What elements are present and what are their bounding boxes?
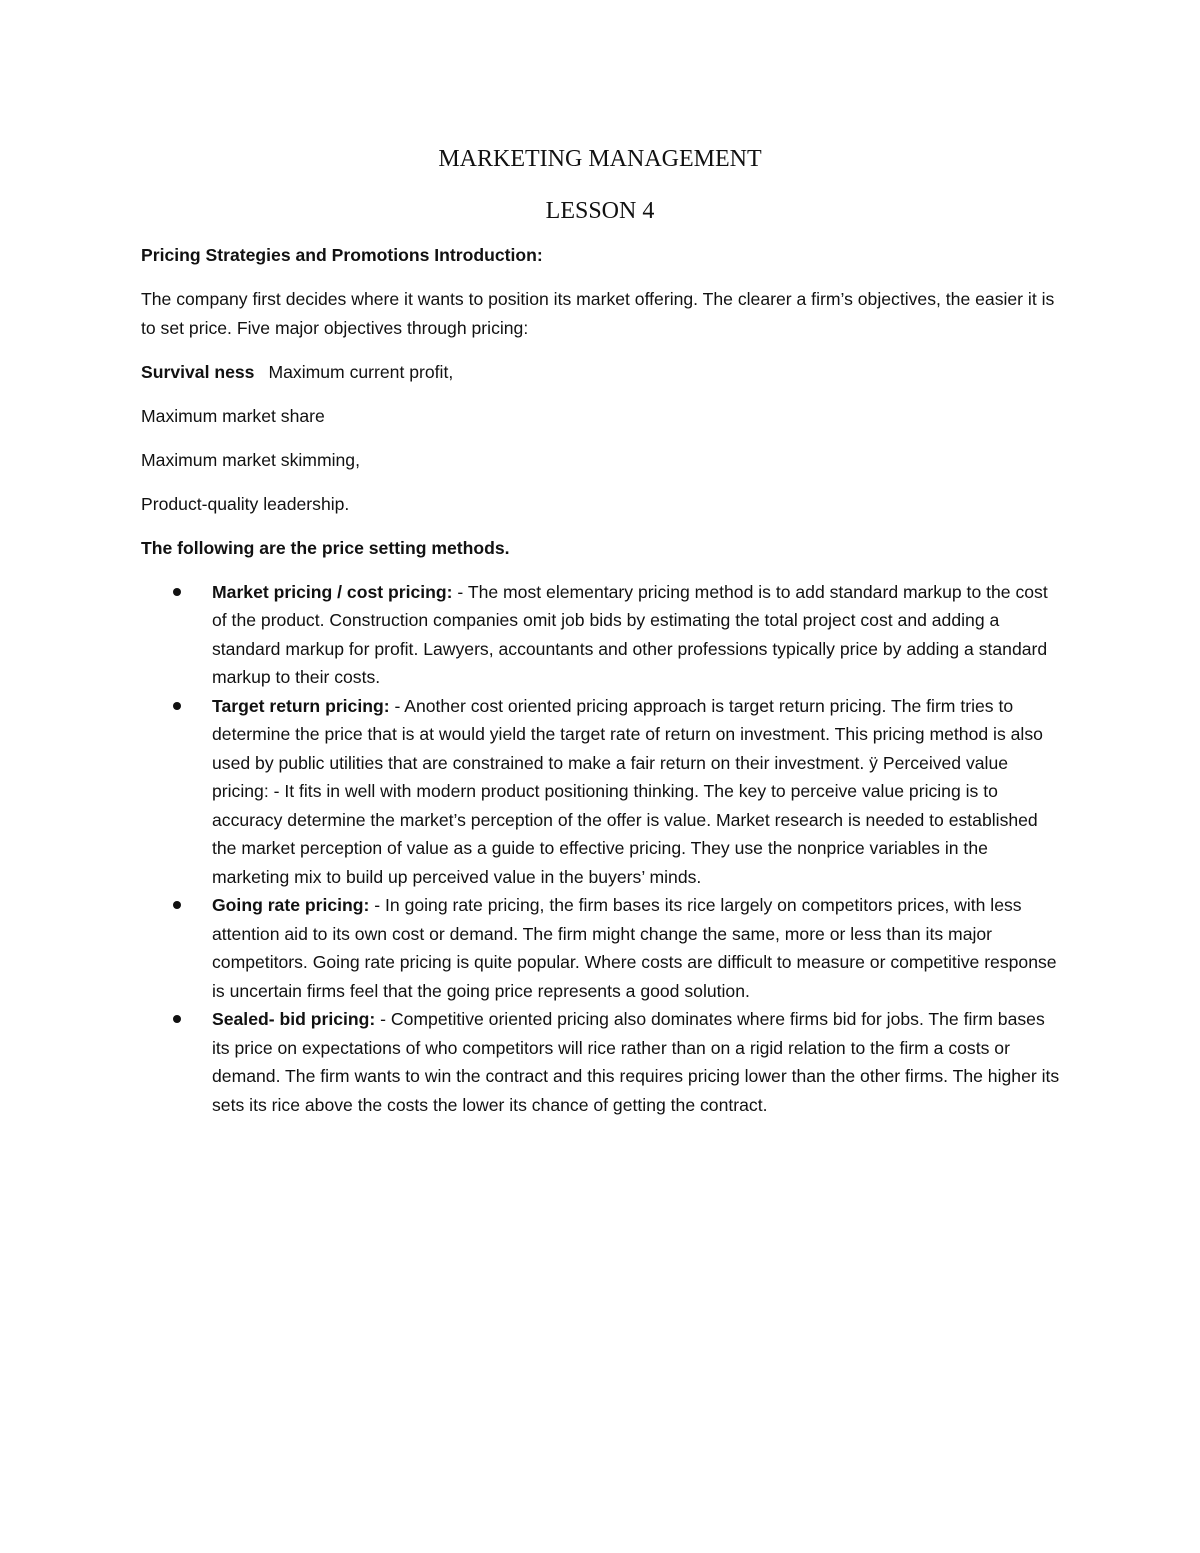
list-item xyxy=(141,1005,1061,1119)
bullet-icon xyxy=(173,588,181,596)
document-body xyxy=(141,241,1061,1119)
list-item xyxy=(141,692,1061,892)
objective-line-1 xyxy=(141,358,1061,387)
list-item xyxy=(141,578,1061,692)
method-text: - Another cost oriented pricing approach is target return pricing. The firm tries to determine the price that is at would yield the target rate of return on investment. This pricing method is also used by public utilities that are constrained to make a fair return on their investment. ÿ Perceived value pricing: - It fits in well with modern product positioning thinking. The key to perceive value pricing is to accuracy determine the market’s perception of the offer is value. Market research is needed to established the market perception of value as a guide to effective pricing. They use the nonprice variables in the marketing mix to build up perceived value in the buyers’ minds. xyxy=(212,695,1043,887)
bullet-icon xyxy=(173,901,181,909)
objective-rest: Maximum current profit, xyxy=(268,361,454,382)
method-term: Sealed- bid pricing: xyxy=(212,1009,376,1029)
objective-item: Maximum market skimming, xyxy=(141,449,360,470)
methods-list xyxy=(141,578,1061,1120)
method-term: Target return pricing: xyxy=(212,695,390,716)
method-text: - In going rate pricing, the firm bases its rice largely on competitors prices, with less attention aid to its own cost or demand. The firm might change the same, more or less than its major competitors. Going rate pricing is quite popular. Where costs are difficult to measure or competitive response is uncertain firms feel that the going price represents a good solution. xyxy=(212,895,1057,1001)
method-text: - The most elementary pricing method is to add standard markup to the cost of the product. Construction companies omit job bids by estimating the total project cost and adding a standard markup for profit. Lawyers, accountants and other professions typically price by adding a standard markup to their costs. xyxy=(212,581,1048,687)
bullet-icon xyxy=(173,702,181,710)
lesson-title: LESSON 4 xyxy=(545,198,655,224)
methods-heading: The following are the price setting methods. xyxy=(141,537,510,558)
objective-bold-term: Survival ness xyxy=(141,361,255,382)
intro-paragraph: The company first decides where it wants to position its market offering. The clearer a firm’s objectives, the easier it is to set price. Five major objectives through pricing: xyxy=(141,289,1055,338)
bullet-icon xyxy=(173,1015,181,1023)
objective-item: Product-quality leadership. xyxy=(141,493,350,514)
method-text: - Competitive oriented pricing also dominates where firms bid for jobs. The firm bases its price on expectations of who competitors will rice rather than on a rigid relation to the firm a costs or demand. The firm wants to win the contract and this requires pricing lower than the other firms. The higher its sets its rice above the costs the lower its chance of getting the contract. xyxy=(212,1009,1060,1115)
document-title: MARKETING MANAGEMENT xyxy=(438,146,762,172)
section-heading: Pricing Strategies and Promotions Introduction: xyxy=(141,245,543,265)
method-term: Going rate pricing: xyxy=(212,895,370,915)
list-item xyxy=(141,891,1061,1005)
method-term: Market pricing / cost pricing: xyxy=(212,581,453,602)
objective-item: Maximum market share xyxy=(141,405,325,426)
